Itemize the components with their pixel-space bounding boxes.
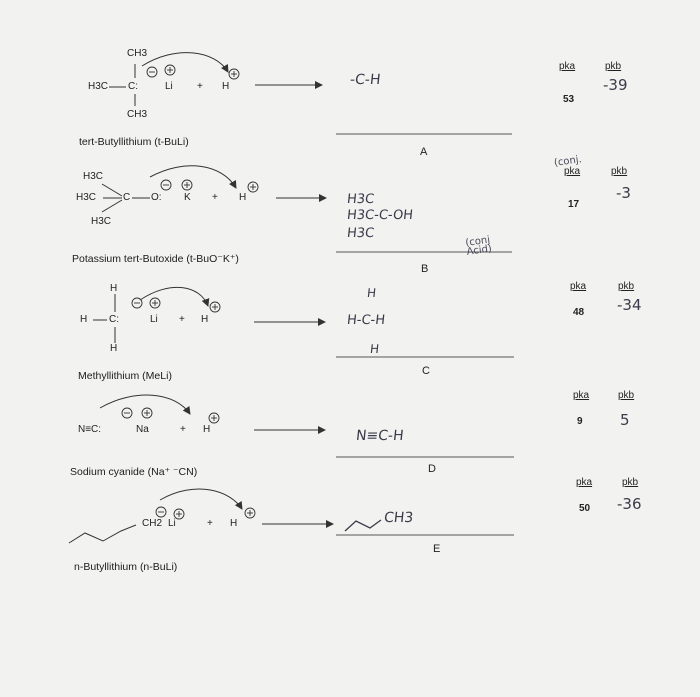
pkb-label: pkb	[622, 477, 639, 488]
pka-label: pka	[564, 166, 581, 177]
electron-arrow-e	[160, 489, 242, 509]
ch3-top: CH3	[127, 48, 148, 59]
h-top: H	[110, 283, 118, 294]
answer-letter: C	[422, 365, 430, 377]
pkb-label: pkb	[605, 61, 622, 72]
answer-letter: B	[421, 263, 429, 275]
pkb-label: pkb	[611, 166, 628, 177]
answer-e: CH3	[383, 510, 415, 526]
bond	[102, 184, 122, 196]
plus-sign: +	[212, 192, 218, 203]
carbanion: C:	[109, 314, 119, 325]
h-left: H	[80, 314, 88, 325]
h3c-bottom: H3C	[91, 216, 112, 227]
pka-label: pka	[576, 477, 593, 488]
answer-letter: A	[420, 146, 428, 158]
ch3-bottom: CH3	[127, 109, 148, 120]
pka-value: 48	[573, 307, 585, 318]
plus-sign: +	[207, 518, 213, 529]
pka-value: 53	[563, 94, 575, 105]
counter-ion: Na	[136, 424, 149, 435]
pkb-value: -3	[616, 184, 631, 202]
answer-b-line2: H3C-C-OH	[346, 208, 414, 223]
reagent-name: Sodium cyanide (Na⁺ ⁻CN)	[70, 466, 198, 478]
answer-letter: E	[433, 543, 441, 555]
pka-value: 17	[568, 199, 580, 210]
pka-value: 9	[577, 416, 583, 427]
conjugate-note: (conj.	[553, 154, 583, 169]
answer-c-line3: H	[369, 342, 380, 356]
proton: H	[239, 192, 247, 203]
pka-label: pka	[573, 390, 590, 401]
plus-sign: +	[197, 81, 203, 92]
proton: H	[230, 518, 238, 529]
answer-d: N≡C-H	[355, 428, 405, 444]
electron-arrow-d	[100, 395, 190, 414]
proton: H	[201, 314, 209, 325]
alkoxide-oxygen: O:	[151, 192, 162, 203]
answer-c-line2: H-C-H	[346, 313, 386, 328]
butyl-chain-answer	[345, 520, 381, 531]
carbanion: C:	[128, 81, 138, 92]
electron-arrow-b	[150, 166, 236, 188]
proton: H	[222, 81, 230, 92]
h-bottom: H	[110, 343, 118, 354]
h3c-top: H3C	[83, 171, 104, 182]
plus-sign: +	[180, 424, 186, 435]
reagent-name: tert-Butyllithium (t-BuLi)	[79, 136, 189, 148]
quaternary-carbon: C	[123, 192, 131, 203]
answer-b-line1: H3C	[346, 192, 375, 207]
plus-sign: +	[179, 314, 185, 325]
answer-b-line3: H3C	[346, 226, 375, 241]
pkb-value: -34	[617, 296, 642, 314]
h3c-left: H3C	[88, 81, 109, 92]
pkb-value: 5	[620, 411, 630, 429]
pkb-label: pkb	[618, 390, 635, 401]
reagent-name: Methyllithium (MeLi)	[78, 370, 172, 382]
butyl-chain	[69, 525, 136, 543]
answer-letter: D	[428, 463, 436, 475]
reagent-name: Potassium tert-Butoxide (t-BuO⁻K⁺)	[72, 253, 239, 265]
pka-label: pka	[570, 281, 587, 292]
conjugate-acid-note: (conj Acid)	[464, 234, 493, 258]
answer-a: -C-H	[349, 72, 382, 88]
h3c-left: H3C	[76, 192, 97, 203]
cyanide: N≡C:	[78, 424, 102, 435]
pka-value: 50	[579, 503, 591, 514]
pka-label: pka	[559, 61, 576, 72]
pkb-label: pkb	[618, 281, 635, 292]
counter-ion: Li	[150, 314, 158, 325]
bond	[102, 200, 122, 212]
reagent-name: n-Butyllithium (n-BuLi)	[74, 561, 178, 573]
counter-ion: Li	[168, 518, 176, 529]
answer-c-line1: H	[366, 286, 377, 300]
pkb-value: -39	[603, 76, 628, 94]
proton: H	[203, 424, 211, 435]
methylene-carbanion: CH2	[142, 518, 163, 529]
electron-arrow-a	[142, 53, 228, 72]
pkb-value: -36	[617, 495, 642, 513]
counter-ion: Li	[165, 81, 173, 92]
counter-ion: K	[184, 192, 191, 203]
